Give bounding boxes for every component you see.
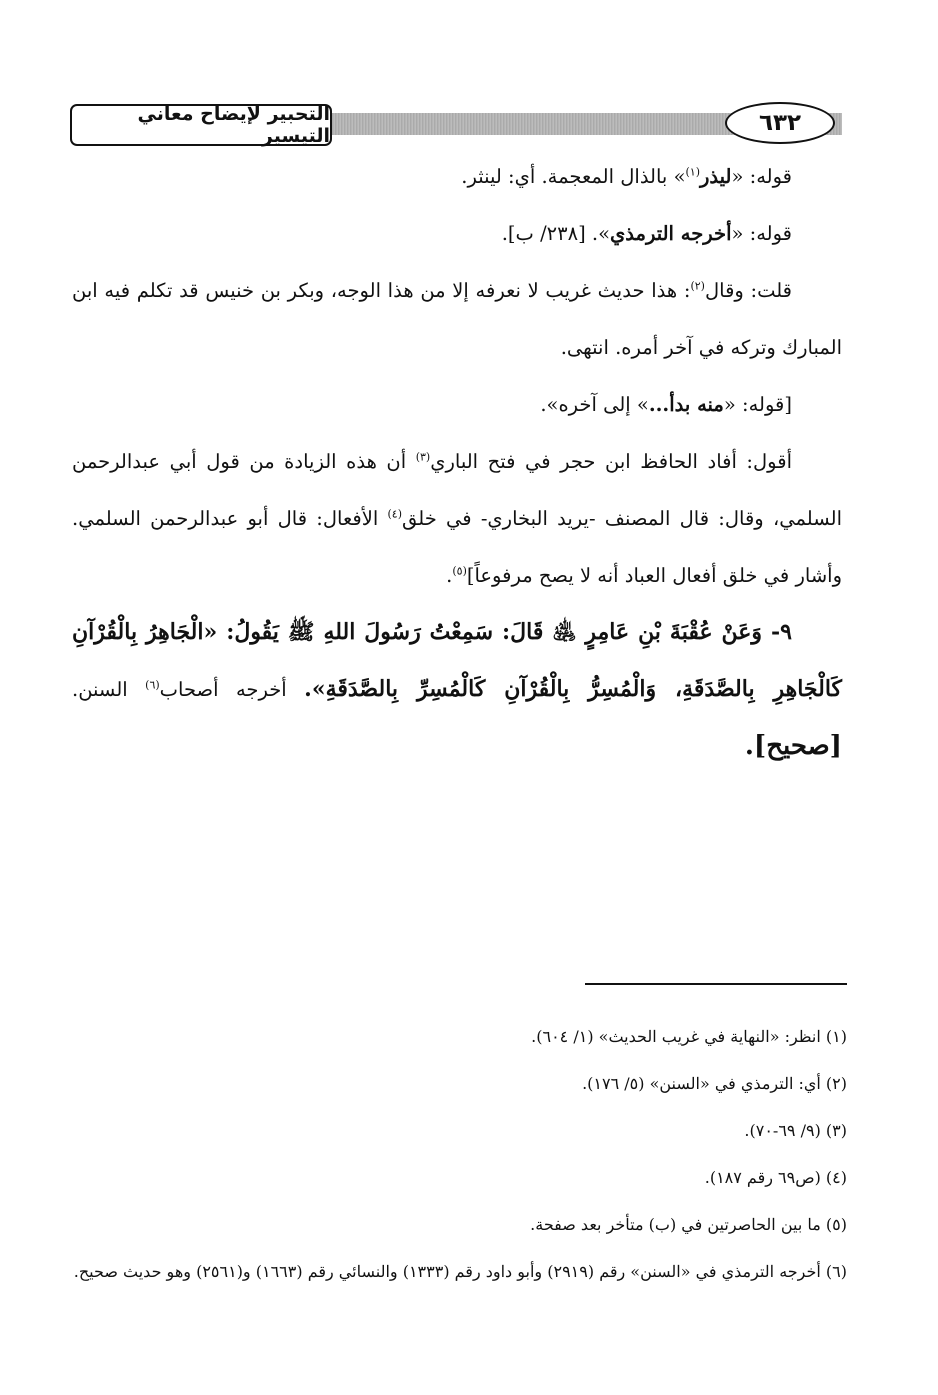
paragraph-5: أقول: أفاد الحافظ ابن حجر في فتح الباري$^{(٣)}$ أن هذه الزيادة من قول أبي عبدالرحمن السلمي، وقال: قال المصنف -يريد البخاري- في خلق$^{(٤)}$ الأفعال: قال أبو عبدالرحمن السلمي. وأشار في خلق أفعال العباد أنه لا يصح مرفوعاً]$^{(٥)}$. — [72, 450, 842, 587]
page-number: ٦٣٢ — [725, 102, 835, 144]
footnote-1: (١) انظر: «النهاية في غريب الحديث» (١/ ٦٠٤). — [531, 1027, 847, 1046]
paragraph-4: [قوله: «منه بدأ...» إلى آخره». — [540, 393, 792, 416]
hadith-paragraph: ٩- وَعَنْ عُقْبَةَ بْنِ عَامِرٍ ﵁ قَالَ: سَمِعْتُ رَسُولَ اللهِ ﷺ يَقُولُ: «الْجَاهِرُ بِالْقُرْآنِ كَالْجَاهِرِ بِالصَّدَقَةِ، وَالْمُسِرُّ بِالْقُرْآنِ كَالْمُسِرِّ بِالصَّدَقَةِ». أخرجه أصحاب$^{(٦)}$ السنن. [صحيح]. — [72, 619, 843, 761]
paragraph-1: قوله: «ليذر$^{(١)}$» بالذال المعجمة. أي: لينثر. — [461, 165, 792, 188]
footnote-ref-4: (٤) — [387, 507, 402, 521]
footnotes — [72, 1013, 847, 1295]
hadith-grade: [صحيح]. — [744, 731, 842, 761]
paragraph-2: قوله: «أخرجه الترمذي». [٢٣٨/ ب]. — [501, 222, 792, 245]
page-header — [70, 100, 842, 150]
book-title: التحبير لإيضاح معاني التيسير — [70, 104, 332, 146]
quoted-term: أخرجه الترمذي — [610, 222, 732, 245]
footnote-6: (٦) أخرجه الترمذي في «السنن» رقم (٢٩١٩) وأبو داود رقم (١٣٣٣) والنسائي رقم (١٦٦٣) و(٢٥٦١) وهو حديث صحيح. — [73, 1262, 847, 1281]
footnote-4: (٤) (ص٦٩ رقم ١٨٧). — [704, 1168, 847, 1187]
footnote-ref-1: (١) — [685, 165, 701, 179]
footnote-separator — [585, 983, 847, 985]
footnote-3: (٣) (٩/ ٦٩-٧٠). — [744, 1121, 847, 1140]
quoted-term: ليذر — [700, 165, 732, 188]
footnote-ref-2: (٢) — [690, 279, 705, 293]
footnote-ref-5: (٥) — [452, 564, 467, 578]
footnote-5: (٥) ما بين الحاصرتين في (ب) متأخر بعد صفحة. — [530, 1215, 847, 1234]
main-text — [72, 148, 842, 776]
footnote-ref-3: (٣) — [415, 450, 431, 464]
footnote-2: (٢) أي: الترمذي في «السنن» (٥/ ١٧٦). — [582, 1074, 847, 1093]
hadith-text: ٩- وَعَنْ عُقْبَةَ بْنِ عَامِرٍ ﵁ قَالَ: سَمِعْتُ رَسُولَ اللهِ ﷺ يَقُولُ: «الْجَاهِرُ بِالْقُرْآنِ كَالْجَاهِرِ بِالصَّدَقَةِ، وَالْمُسِرُّ بِالْقُرْآنِ كَالْمُسِرِّ بِالصَّدَقَةِ». — [72, 619, 843, 702]
quoted-term: منه بدأ... — [648, 393, 724, 416]
paragraph-3: قلت: وقال$^{(٢)}$: هذا حديث غريب لا نعرفه إلا من هذا الوجه، وبكر بن خنيس قد تكلم فيه ابن المبارك وتركه في آخر أمره. انتهى. — [72, 279, 842, 359]
footnote-ref-6: (٦) — [145, 678, 160, 692]
